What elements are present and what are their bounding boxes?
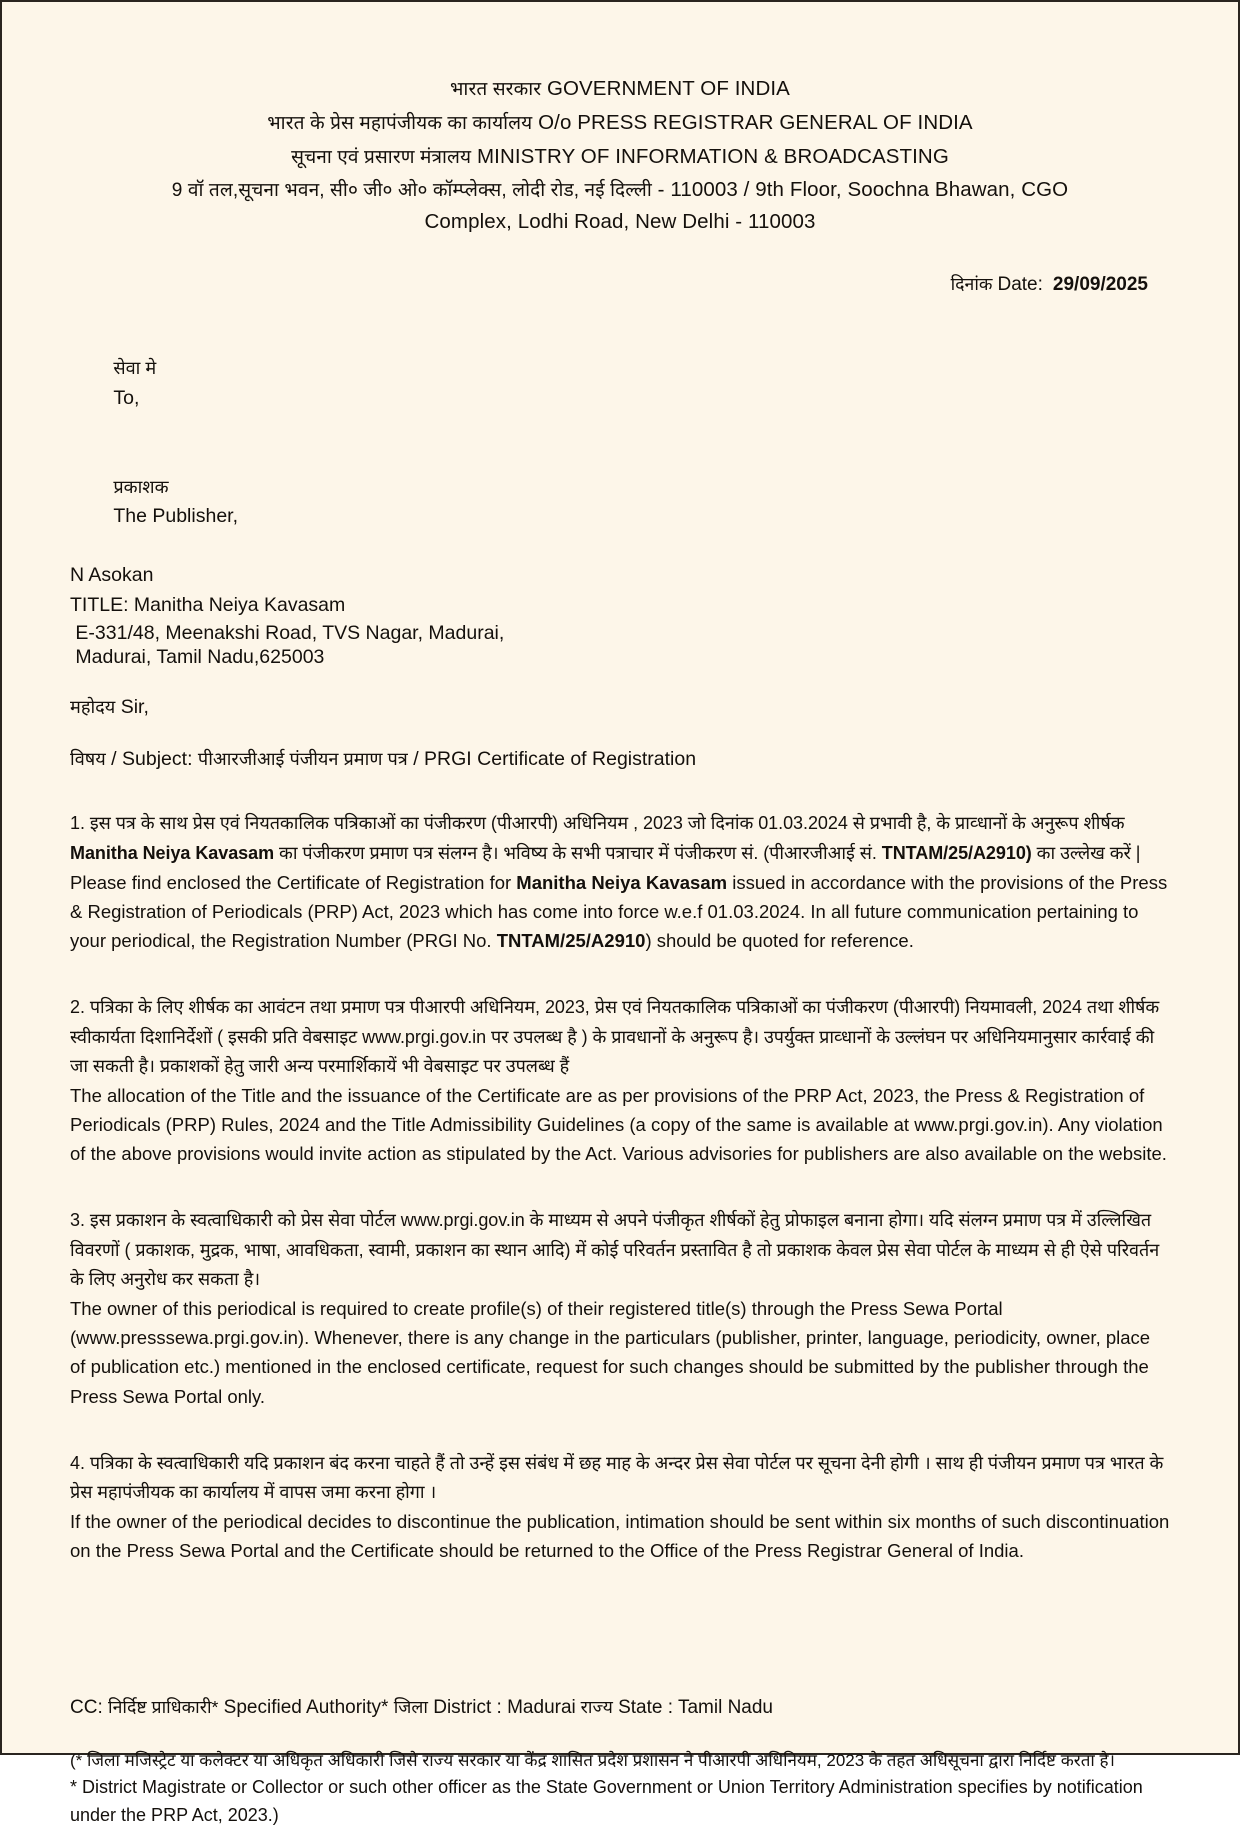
cc-authority-english: Specified Authority*: [218, 1696, 394, 1718]
p1-en-part1: Please find enclosed the Certificate of Registration for: [70, 871, 517, 893]
cc-state-english: State :: [612, 1696, 678, 1718]
paragraph-2: [70, 993, 1170, 1168]
letterhead-line2-hindi: भारत के प्रेस महापंजीयक का कार्यालय: [267, 112, 533, 134]
addressee-address-line-2: Madurai, Tamil Nadu,625003: [70, 646, 325, 668]
addressee-publisher-line: [70, 443, 1170, 562]
letterhead: [70, 72, 1170, 238]
cc-district-hindi: जिला: [393, 1696, 428, 1717]
cc-prefix: CC:: [70, 1696, 108, 1718]
cc-state-hindi: राज्य: [575, 1696, 613, 1717]
paragraph-3-english: The owner of this periodical is required to create profile(s) of their registered title(s) through the Press Sewa Portal (www.presssewa.prgi.gov.in). Whenever, there is any change in the particulars (publisher, printer, language, periodicity, owner, place of publication etc.) mentioned in the enclosed certificate, request for such changes should be submitted by the publisher through the Press Sewa Portal only.: [70, 1297, 1151, 1407]
cc-footnote-english: * District Magistrate or Collector or such other officer as the State Government or Union Territory Administration specifies by notification under the PRP Act, 2023.): [70, 1777, 1143, 1826]
paragraph-1-hindi: [70, 809, 1170, 867]
p1-hi-regno: TNTAM/25/A2910): [881, 842, 1032, 863]
subject-line: [70, 747, 1170, 771]
letterhead-line-government: [70, 72, 1170, 106]
letterhead-line-address: [70, 174, 1170, 239]
paragraph-1-english: [70, 868, 1170, 956]
p1-en-title: Manitha Neiya Kavasam: [516, 871, 728, 893]
paragraph-3: [70, 1206, 1170, 1410]
cc-footnote-hindi: (* जिला मजिस्ट्रेट या कलेक्टर या अधिकृत अधिकारी जिसे राज्य सरकार या केंद्र शासित प्रदेश प्रशासन ने पीआरपी अधिनियम, 2023 के तहत अधिसूचना द्वारा निर्दिष्ट करता है।: [70, 1751, 1115, 1771]
addressee-to-line: [70, 324, 1170, 443]
letterhead-line1-hindi: भारत सरकार: [450, 79, 542, 100]
letterhead-line4-hindi: 9 वॉ तल,सूचना भवन, सी० जी० ओ० कॉम्प्लेक्स, लोदी रोड, नई दिल्ली: [171, 179, 652, 201]
p1-hi-part1: 1. इस पत्र के साथ प्रेस एवं नियतकालिक पत्रिकाओं का पंजीकरण (पीआरपी) अधिनियम , 2023 जो दिनांक 01.03.2024 से प्रभावी है, के प्राव्धानों के अनुरूप शीर्षक: [70, 813, 1125, 834]
paragraph-2-hindi: 2. पत्रिका के लिए शीर्षक का आवंटन तथा प्रमाण पत्र पीआरपी अधिनियम, 2023, प्रेस एवं नियतकालिक पत्रिकाओं का पंजीकरण (पीआरपी) नियमावली, 2024 तथा शीर्षक स्वीकार्यता दिशानिर्देशों ( इसकी प्रति वेबसाइट www.prgi.gov.in पर उपलब्ध है ) के प्रावधानों के अनुरूप है। उपर्युक्त प्राव्धानों के उल्लंघन पर अधिनियमानुसार कार्रवाई की जा सकती है। प्रकाशकों हेतु जारी अन्य परमार्शिकायें भी वेबसाइट पर उपलब्ध हैं: [70, 997, 1160, 1076]
p1-en-part3: ) should be quoted for reference.: [645, 930, 914, 952]
paragraph-4-hindi: 4. पत्रिका के स्वत्वाधिकारी यदि प्रकाशन बंद करना चाहते हैं तो उन्हें इस संबंध में छह माह के अन्दर प्रेस सेवा पोर्टल पर सूचना देनी होगी । साथ ही पंजीयन प्रमाण पत्र भारत के प्रेस महापंजीयक का कार्यालय में वापस जमा करना होगा ।: [70, 1452, 1164, 1502]
cc-line: [70, 1694, 1170, 1723]
paragraph-2-english: The allocation of the Title and the issuance of the Certificate are as per provisions of the PRP Act, 2023, the Press & Registration of Periodicals (PRP) Rules, 2024 and the Title Admissibility Guidelines (a copy of the same is available at www.prgi.gov.in). Any violation of the above provisions would invite action as stipulated by the Act. Various advisories for publishers are also available on the website.: [70, 1084, 1167, 1165]
paragraph-1: [70, 809, 1170, 955]
subject-separator: /: [105, 748, 123, 771]
p1-en-regno: TNTAM/25/A2910: [496, 930, 646, 952]
cc-district-english: District :: [427, 1696, 508, 1718]
salutation: [70, 695, 1170, 719]
cc-state-value: Tamil Nadu: [677, 1696, 773, 1718]
salutation-hindi: महोदय: [70, 697, 116, 718]
letterhead-line-ministry: [70, 140, 1170, 174]
salutation-english: Sir,: [120, 696, 149, 719]
letterhead-line4-english: - 110003 / 9th Floor, Soochna Bhawan, CGO Complex, Lodhi Road, New Delhi - 110003: [424, 177, 1069, 233]
date-row: [70, 272, 1170, 296]
letterhead-line2-english: O/o PRESS REGISTRAR GENERAL OF INDIA: [538, 110, 973, 134]
date-label-english: Date:: [997, 274, 1043, 296]
subject-label-hindi: विषय: [70, 749, 106, 770]
p1-hi-part3: का उल्लेख करें |: [1031, 842, 1141, 863]
p1-hi-title: Manitha Neiya Kavasam: [70, 842, 275, 863]
addressee-to-english: To,: [113, 386, 140, 409]
addressee-publisher-hindi: प्रकाशक: [113, 476, 169, 497]
letterhead-line3-hindi: सूचना एवं प्रसारण मंत्रालय: [291, 146, 472, 168]
paragraph-4-english: If the owner of the periodical decides to discontinue the publication, intimation should be sent within six months of such discontinuation on the Press Sewa Portal and the Certificate should be returned to the Office of the Press Registrar General of India.: [70, 1511, 1170, 1562]
subject-value-english: / PRGI Certificate of Registration: [413, 748, 697, 771]
date-value: 29/09/2025: [1052, 274, 1148, 296]
subject-value-hindi: पीआरजीआई पंजीयन प्रमाण पत्र: [197, 749, 408, 770]
addressee-name: N Asokan: [70, 564, 154, 587]
addressee-address-line-1: E-331/48, Meenakshi Road, TVS Nagar, Madurai,: [70, 621, 505, 644]
addressee-block: [70, 324, 1170, 669]
paragraph-4: [70, 1449, 1170, 1566]
addressee-title: TITLE: Manitha Neiya Kavasam: [70, 594, 346, 616]
paragraph-3-hindi: 3. इस प्रकाशन के स्वत्वाधिकारी को प्रेस सेवा पोर्टल www.prgi.gov.in के माध्यम से अपने पंजीकृत शीर्षकों हेतु प्रोफाइल बनाना होगा। यदि संलग्न प्रमाण पत्र में उल्लिखित विवरणों ( प्रकाशक, मुद्रक, भाषा, आवधिकता, स्वामी, प्रकाशन का स्थान आदि) में कोई परिवर्तन प्रस्तावित है तो प्रकाशक केवल प्रेस सेवा पोर्टल के माध्यम से ही ऐसे परिवर्तन के लिए अनुरोध कर सकता है।: [70, 1210, 1160, 1289]
letterhead-line3-english: MINISTRY OF INFORMATION & BROADCASTING: [476, 144, 949, 168]
letterhead-line1-english: GOVERNMENT OF INDIA: [546, 77, 790, 100]
letterhead-line-office: [70, 106, 1170, 140]
addressee-publisher-english: The Publisher,: [113, 505, 238, 528]
p1-en-part2: issued in accordance with the provisions of the Press & Registration of Periodicals (PRP) Act, 2023 which has come into force w.e.f 01.03.2024. In all future communication pertaining to your periodical, the Registration Number (PRGI No.: [70, 871, 1168, 952]
date-label-hindi: दिनांक: [950, 274, 993, 295]
addressee-to-hindi: सेवा मे: [113, 358, 157, 378]
cc-authority-hindi: निर्दिष्ट प्राधिकारी*: [108, 1696, 219, 1717]
subject-label-english: Subject:: [122, 748, 193, 771]
cc-district-value: Madurai: [507, 1696, 576, 1718]
cc-footnote: [70, 1748, 1170, 1830]
p1-hi-part2: का पंजीकरण प्रमाण पत्र संलग्न है। भविष्य के सभी पत्राचार में पंजीकरण सं. (पीआरजीआई सं.: [274, 842, 882, 863]
